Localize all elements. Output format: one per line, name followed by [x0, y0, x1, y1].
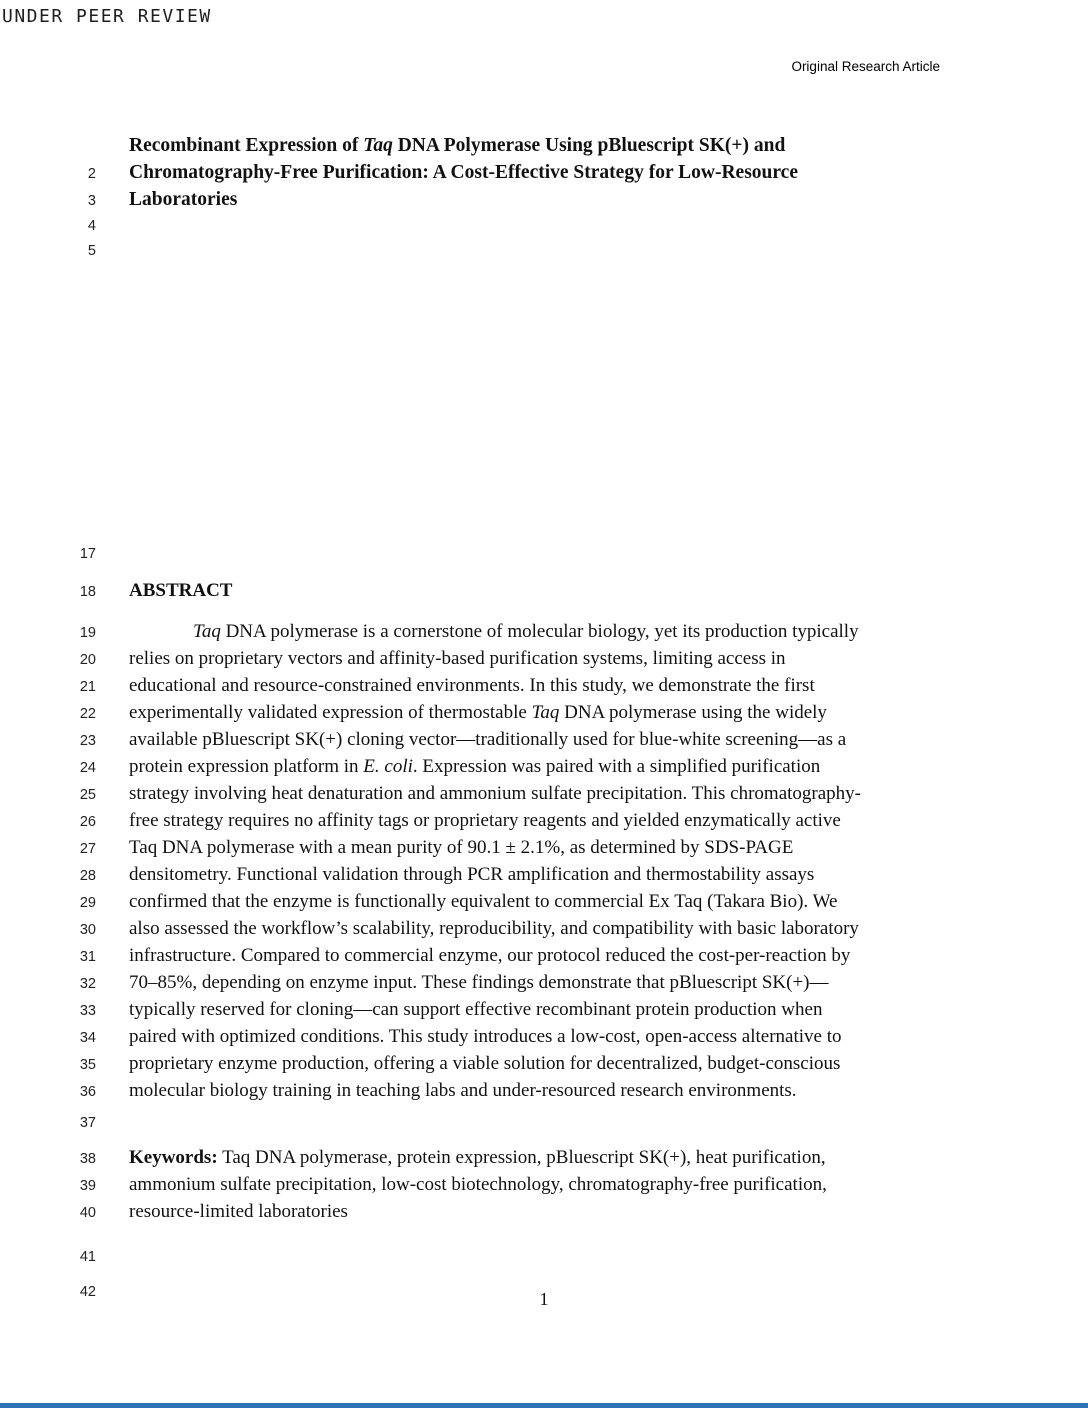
line-text: ammonium sulfate precipitation, low-cost biotechnology, chromatography-free purification, [129, 1174, 827, 1195]
manuscript-line [0, 214, 1088, 239]
line-number: 25 [79, 787, 96, 803]
manuscript-line [0, 754, 1088, 781]
peer-review-watermark: UNDER PEER REVIEW [2, 6, 212, 27]
line-number: 17 [79, 546, 96, 562]
manuscript-line [0, 808, 1088, 835]
manuscript-line [0, 1051, 1088, 1078]
manuscript-line [0, 187, 1088, 214]
manuscript-line [0, 646, 1088, 673]
line-text: proprietary enzyme production, offering a viable solution for decentralized, budget-conscious [129, 1053, 841, 1074]
manuscript-line [0, 264, 1088, 542]
line-number: 22 [79, 706, 96, 722]
line-text: Laboratories [129, 189, 238, 210]
manuscript-line [0, 1078, 1088, 1105]
line-number: 31 [79, 949, 96, 965]
line-number: 41 [79, 1249, 96, 1265]
line-number: 36 [79, 1084, 96, 1100]
line-number: 34 [79, 1030, 96, 1046]
manuscript-line [0, 835, 1088, 862]
page-number: 1 [539, 1289, 549, 1309]
manuscript-line [0, 1199, 1088, 1226]
line-number: 27 [79, 841, 96, 857]
manuscript-line [0, 916, 1088, 943]
line-number: 21 [79, 679, 96, 695]
line-number: 26 [79, 814, 96, 830]
manuscript-line [0, 700, 1088, 727]
manuscript-line [0, 727, 1088, 754]
line-text: Keywords: Taq DNA polymerase, protein expression, pBluescript SK(+), heat purification, [129, 1147, 826, 1168]
line-text: Chromatography-Free Purification: A Cost-Effective Strategy for Low-Resource [129, 162, 798, 183]
manuscript-line [0, 1145, 1088, 1172]
manuscript-lines [0, 133, 1088, 1305]
manuscript-line [0, 239, 1088, 264]
line-text: molecular biology training in teaching labs and under-resourced research environments. [129, 1080, 797, 1101]
manuscript-line [0, 862, 1088, 889]
line-text: typically reserved for cloning—can support effective recombinant protein production when [129, 999, 823, 1020]
line-number: 5 [87, 243, 96, 259]
line-number: 29 [79, 895, 96, 911]
line-number: 3 [87, 193, 96, 209]
line-text: experimentally validated expression of thermostable Taq DNA polymerase using the widely [129, 702, 827, 723]
line-number: 23 [79, 733, 96, 749]
article-type-label: Original Research Article [791, 59, 940, 74]
line-number: 37 [79, 1115, 96, 1131]
line-number: 18 [79, 584, 96, 600]
line-number: 28 [79, 868, 96, 884]
line-number: 19 [79, 625, 96, 641]
line-text: free strategy requires no affinity tags or proprietary reagents and yielded enzymatically active [129, 810, 841, 831]
line-text: confirmed that the enzyme is functionally equivalent to commercial Ex Taq (Takara Bio). We [129, 891, 838, 912]
line-text: Recombinant Expression of Taq DNA Polymerase Using pBluescript SK(+) and [129, 135, 786, 156]
line-number: 39 [79, 1178, 96, 1194]
line-text: available pBluescript SK(+) cloning vector—traditionally used for blue-white screening—as a [129, 729, 847, 750]
line-number: 4 [87, 218, 96, 234]
line-text: paired with optimized conditions. This study introduces a low-cost, open-access alternative to [129, 1026, 842, 1047]
manuscript-line [0, 578, 1088, 605]
line-text: 70–85%, depending on enzyme input. These findings demonstrate that pBluescript SK(+)— [129, 972, 829, 993]
manuscript-line [0, 542, 1088, 567]
manuscript-line [0, 133, 1088, 160]
manuscript-line [0, 160, 1088, 187]
line-number: 30 [79, 922, 96, 938]
line-text: Taq DNA polymerase with a mean purity of 90.1 ± 2.1%, as determined by SDS-PAGE [129, 837, 794, 858]
manuscript-line [0, 781, 1088, 808]
line-text: infrastructure. Compared to commercial enzyme, our protocol reduced the cost-per-reaction by [129, 945, 851, 966]
manuscript-line [0, 1245, 1088, 1270]
manuscript-line [0, 1172, 1088, 1199]
line-number: 2 [87, 166, 96, 182]
line-number: 40 [79, 1205, 96, 1221]
line-number: 24 [79, 760, 96, 776]
line-text: also assessed the workflow’s scalability, reproducibility, and compatibility with basic laboratory [129, 918, 859, 939]
manuscript-line [0, 1024, 1088, 1051]
manuscript-line [0, 619, 1088, 646]
line-text: protein expression platform in E. coli. Expression was paired with a simplified purification [129, 756, 821, 777]
manuscript-line [0, 889, 1088, 916]
manuscript-line [0, 997, 1088, 1024]
line-text: relies on proprietary vectors and affinity-based purification systems, limiting access in [129, 648, 786, 669]
line-text: educational and resource-constrained environments. In this study, we demonstrate the first [129, 675, 815, 696]
line-number: 35 [79, 1057, 96, 1073]
manuscript-line [0, 673, 1088, 700]
line-text: densitometry. Functional validation through PCR amplification and thermostability assays [129, 864, 815, 885]
line-text: resource-limited laboratories [129, 1201, 348, 1222]
manuscript-line [0, 1111, 1088, 1136]
manuscript-line [0, 943, 1088, 970]
line-text: strategy involving heat denaturation and ammonium sulfate precipitation. This chromatography- [129, 783, 862, 804]
line-number: 33 [79, 1003, 96, 1019]
line-number: 32 [79, 976, 96, 992]
line-text: Taq DNA polymerase is a cornerstone of molecular biology, yet its production typically [193, 621, 859, 642]
manuscript-line [0, 970, 1088, 997]
line-text: ABSTRACT [129, 580, 233, 601]
bottom-accent-bar [0, 1403, 1088, 1408]
line-number: 38 [79, 1151, 96, 1167]
line-number: 42 [79, 1284, 96, 1300]
line-number: 20 [79, 652, 96, 668]
